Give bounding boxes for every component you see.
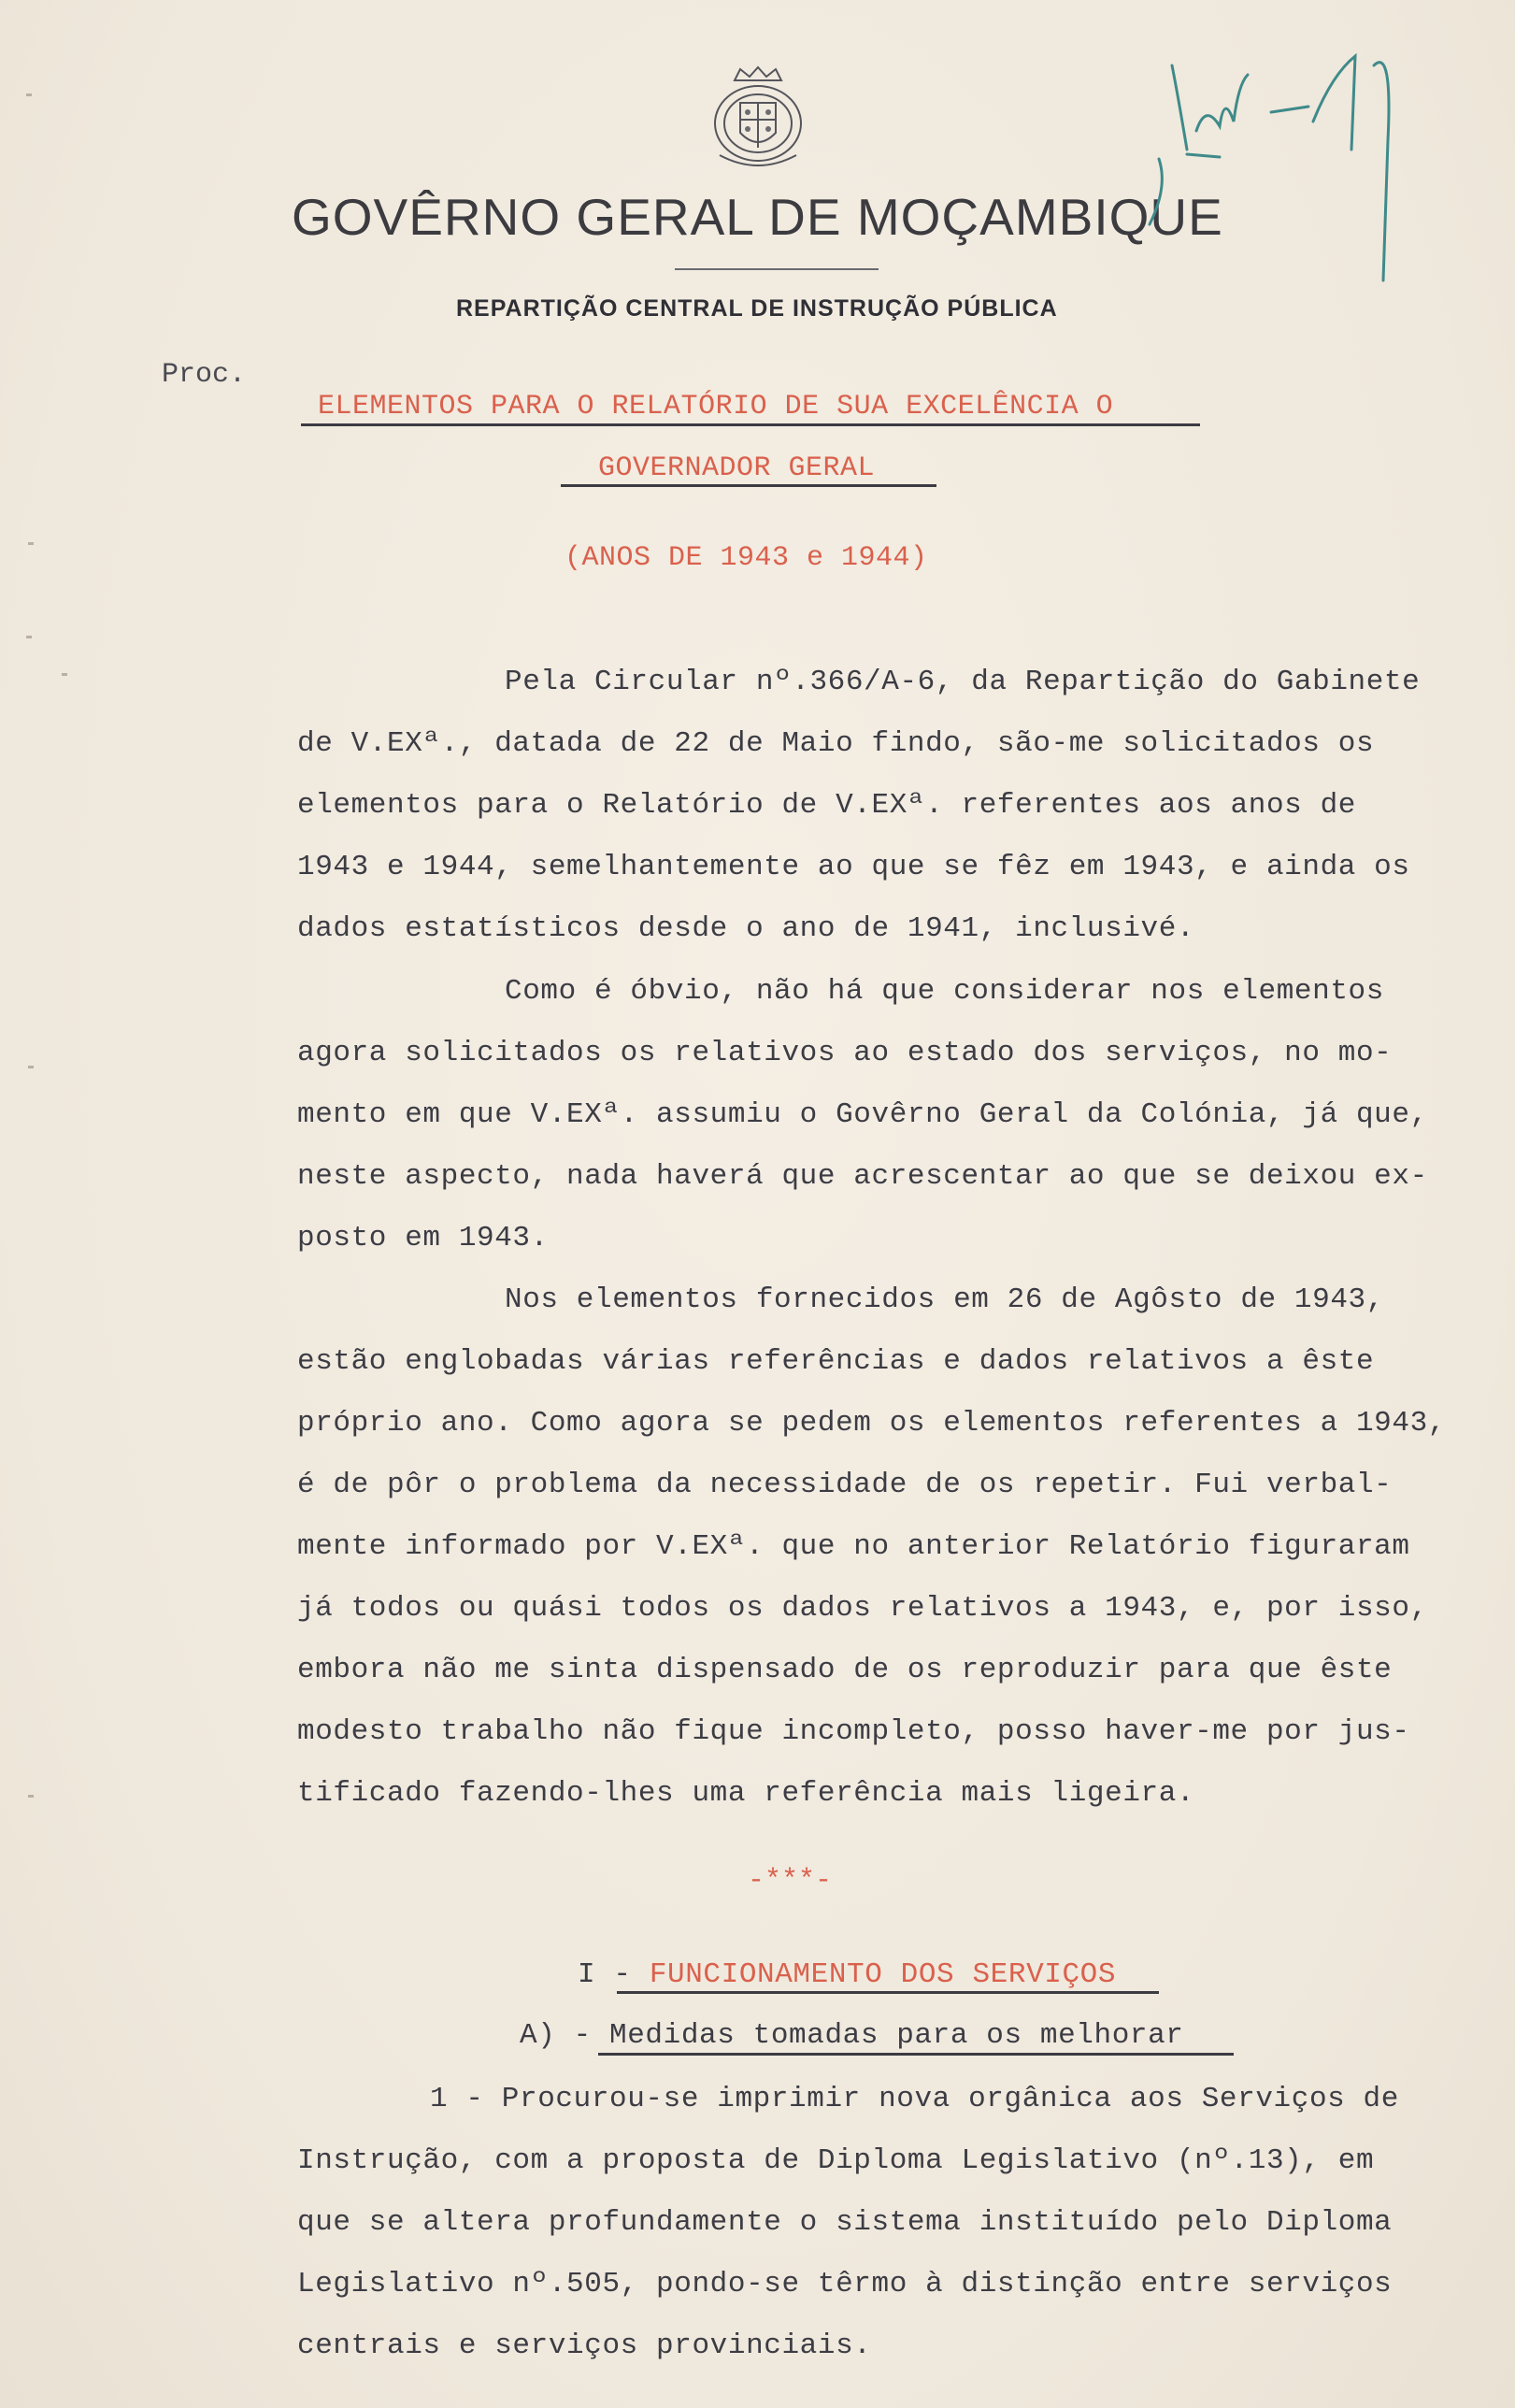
body-line: é de pôr o problema da necessidade de os repetir. Fui verbal- [297, 1469, 1393, 1501]
body-line: elementos para o Relatório de V.EXª. referentes aos anos de [297, 789, 1356, 822]
header-divider [675, 268, 879, 270]
body-line: próprio ano. Como agora se pedem os elementos referentes a 1943, [297, 1407, 1446, 1440]
proc-label: Proc. [162, 359, 247, 391]
body-line: Pela Circular nº.366/A-6, da Repartição do Gabinete [505, 666, 1421, 698]
edge-mark [62, 673, 67, 676]
body-line: agora solicitados os relativos ao estado dos serviços, no mo- [297, 1037, 1393, 1069]
body-line: Como é óbvio, não há que considerar nos elementos [505, 975, 1384, 1008]
edge-mark [28, 542, 34, 545]
body-line: mente informado por V.EXª. que no anterior Relatório figuraram [297, 1530, 1410, 1563]
subsection-heading [520, 2019, 1184, 2052]
title-underline [301, 423, 1200, 426]
body-line: dados estatísticos desde o ano de 1941, inclusivé. [297, 912, 1195, 945]
body-line: tificado fazendo-lhes uma referência mais ligeira. [297, 1777, 1195, 1810]
body-line: posto em 1943. [297, 1222, 549, 1254]
body-line: de V.EXª., datada de 22 de Maio findo, são-me solicitados os [297, 727, 1375, 760]
section-heading [578, 1958, 1116, 1991]
body-line: embora não me sinta dispensado de os reproduzir para que êste [297, 1654, 1393, 1686]
item-line: centrais e serviços provinciais. [297, 2329, 872, 2362]
section-number: I - [578, 1958, 650, 1991]
body-line: neste aspecto, nada haverá que acrescentar ao que se deixou ex- [297, 1160, 1428, 1193]
body-line: modesto trabalho não fique incompleto, posso haver-me por jus- [297, 1715, 1410, 1748]
body-line: Nos elementos fornecidos em 26 de Agôsto de 1943, [505, 1283, 1384, 1316]
report-title-line2: GOVERNADOR GERAL [598, 452, 876, 484]
coat-of-arms-icon [703, 65, 813, 170]
section-underline [617, 1991, 1159, 1994]
item-line: Instrução, com a proposta de Diploma Legislativo (nº.13), em [297, 2144, 1375, 2177]
department-name: REPARTIÇÃO CENTRAL DE INSTRUÇÃO PÚBLICA [456, 295, 1058, 322]
edge-mark [26, 93, 32, 96]
subsection-title: Medidas tomadas para os melhorar [609, 2019, 1184, 2052]
body-line: estão englobadas várias referências e dados relativos a êste [297, 1345, 1375, 1378]
handwritten-signature [1131, 37, 1439, 318]
section-title: FUNCIONAMENTO DOS SERVIÇOS [649, 1958, 1117, 1991]
report-years: (ANOS DE 1943 e 1944) [565, 542, 928, 574]
item-line: 1 - Procurou-se imprimir nova orgânica aos Serviços de [430, 2083, 1399, 2115]
item-line: Legislativo nº.505, pondo-se têrmo à distinção entre serviços [297, 2268, 1393, 2300]
title-underline [561, 484, 936, 487]
edge-mark [28, 1066, 34, 1068]
report-title-line1: ELEMENTOS PARA O RELATÓRIO DE SUA EXCELÊNCIA O [318, 391, 1114, 423]
body-line: mento em que V.EXª. assumiu o Govêrno Geral da Colónia, já que, [297, 1098, 1428, 1131]
edge-mark [26, 636, 32, 638]
item-line: que se altera profundamente o sistema instituído pelo Diploma [297, 2206, 1393, 2239]
subsection-underline [598, 2053, 1234, 2056]
edge-mark [28, 1795, 34, 1798]
body-line: 1943 e 1944, semelhantemente ao que se fêz em 1943, e ainda os [297, 851, 1410, 883]
body-line: já todos ou quási todos os dados relativos a 1943, e, por isso, [297, 1592, 1428, 1625]
section-separator: -***- [748, 1865, 833, 1897]
government-title: GOVÊRNO GERAL DE MOÇAMBIQUE [292, 188, 1223, 246]
subsection-label: A) - [520, 2019, 610, 2052]
